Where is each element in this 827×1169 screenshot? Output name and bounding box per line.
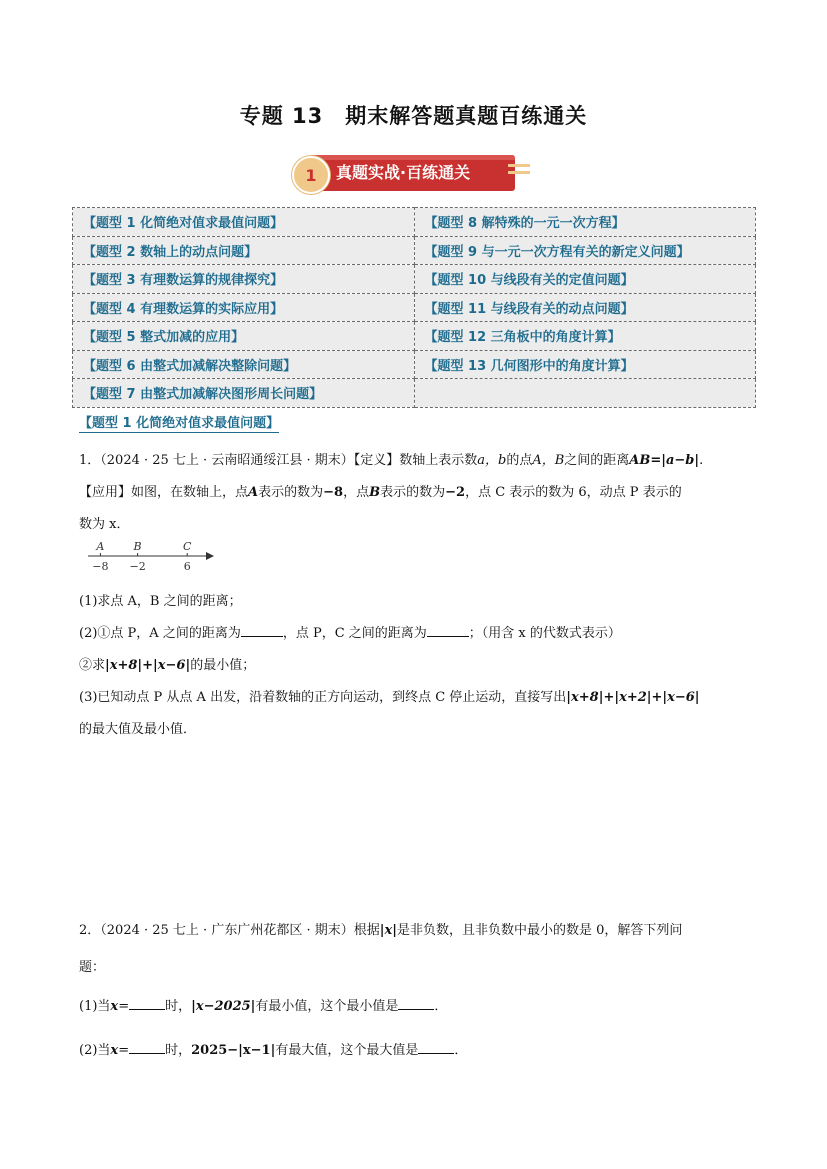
q1-text: . xyxy=(699,453,704,468)
axis-arrow-icon xyxy=(206,552,214,560)
q1-number: −8 xyxy=(323,485,344,500)
q1-text: 的点 xyxy=(506,453,533,468)
axis-tick-label: 6 xyxy=(183,560,191,573)
q1-formula: AB=|a−b| xyxy=(629,453,700,468)
axis-point-label: A xyxy=(96,540,105,553)
toc-row xyxy=(73,236,756,265)
section-heading[interactable]: 【题型 1 化简绝对值求最值问题】 xyxy=(79,412,279,433)
axis-point-label: B xyxy=(133,540,142,553)
q2-intro-end: 题： xyxy=(79,960,106,975)
q1-part2-sub2 xyxy=(79,654,255,673)
q2-var: x xyxy=(110,1043,119,1058)
q2-intro-line xyxy=(79,919,682,938)
answer-blank[interactable] xyxy=(398,997,434,1010)
toc-row xyxy=(73,350,756,379)
toc-link[interactable]: 【题型 12 三角板中的角度计算】 xyxy=(414,322,756,351)
q1-var: A xyxy=(248,485,259,500)
toc-row xyxy=(73,322,756,351)
q1-definition-line xyxy=(79,449,703,468)
toc-link[interactable]: 【题型 8 解特殊的一元一次方程】 xyxy=(414,208,756,237)
question-type-index xyxy=(72,207,756,408)
q2-text: (1)当 xyxy=(79,999,111,1014)
q1-text: (2)①点 P，A 之间的距离为 xyxy=(79,626,241,641)
section-banner xyxy=(292,152,532,194)
q2-text: 是非负数，且非负数中最小的数是 0，解答下列问 xyxy=(396,923,683,938)
q1-text: 表示的数为 xyxy=(380,485,446,500)
toc-link[interactable]: 【题型 13 几何图形中的角度计算】 xyxy=(414,350,756,379)
toc-row xyxy=(73,293,756,322)
q2-text: 有最大值，这个最大值是 xyxy=(275,1043,419,1058)
q1-number: −2 xyxy=(445,485,466,500)
banner-stripes-icon xyxy=(508,164,530,184)
q1-text: 表示的数为 xyxy=(258,485,324,500)
q1-text: 【应用】如图，在数轴上，点 xyxy=(79,485,249,500)
answer-blank[interactable] xyxy=(418,1041,454,1054)
answer-blank[interactable] xyxy=(241,624,283,637)
q2-var: x xyxy=(110,999,119,1014)
q1-text: ，点 P，C 之间的距离为 xyxy=(282,626,427,641)
q2-text: 时， xyxy=(165,1043,192,1058)
q2-formula: 2025−|x−1| xyxy=(191,1043,276,1058)
q1-text: 之间的距离 xyxy=(564,453,630,468)
q2-text: ． xyxy=(454,1043,468,1058)
toc-link[interactable]: 【题型 6 由整式加减解决整除问题】 xyxy=(73,350,415,379)
page-title: 专题 13 期末解答题真题百练通关 xyxy=(239,104,588,128)
q1-text: ，点 C 表示的数为 6，动点 P 表示的 xyxy=(465,485,682,500)
toc-empty-cell xyxy=(414,379,756,408)
toc-row xyxy=(73,208,756,237)
toc-link[interactable]: 【题型 10 与线段有关的定值问题】 xyxy=(414,265,756,294)
answer-blank[interactable] xyxy=(129,997,165,1010)
toc-row xyxy=(73,379,756,408)
axis-tick-label: −2 xyxy=(129,560,146,573)
toc-link[interactable]: 【题型 5 整式加减的应用】 xyxy=(73,322,415,351)
q2-formula: |x| xyxy=(379,923,397,938)
q2-text: 有最小值，这个最小值是 xyxy=(255,999,399,1014)
q2-text: = xyxy=(118,999,130,1014)
toc-link[interactable]: 【题型 2 数轴上的动点问题】 xyxy=(73,236,415,265)
answer-blank[interactable] xyxy=(427,624,469,637)
q1-formula: |x+8|+|x+2|+|x−6| xyxy=(566,690,700,705)
toc-link[interactable]: 【题型 1 化简绝对值求最值问题】 xyxy=(73,208,415,237)
toc-link[interactable]: 【题型 7 由整式加减解决图形周长问题】 xyxy=(73,379,415,408)
q2-text: (2)当 xyxy=(79,1043,111,1058)
q1-text: (3)已知动点 P 从点 A 出发，沿着数轴的正方向运动，到终点 C 停止运动，直接写出 xyxy=(79,690,567,705)
q1-variable-line: 数为 x． xyxy=(79,517,130,532)
q1-application-line xyxy=(79,481,682,500)
toc-link[interactable]: 【题型 3 有理数运算的规律探究】 xyxy=(73,265,415,294)
q2-part2 xyxy=(79,1039,467,1058)
toc-link[interactable]: 【题型 4 有理数运算的实际应用】 xyxy=(73,293,415,322)
q1-var: A，B xyxy=(532,453,565,468)
q1-text: 1．（2024 · 25 七上 · 云南昭通绥江县 · 期末）【定义】数轴上表示数 xyxy=(79,453,478,468)
q2-formula: |x−2025| xyxy=(191,999,256,1014)
q1-text: 的最小值； xyxy=(190,658,256,673)
q2-text: ． xyxy=(434,999,448,1014)
toc-link[interactable]: 【题型 11 与线段有关的动点问题】 xyxy=(414,293,756,322)
q1-var: a，b xyxy=(477,453,507,468)
q1-part3 xyxy=(79,686,700,705)
banner-number-badge: 1 xyxy=(292,156,330,194)
answer-blank[interactable] xyxy=(129,1041,165,1054)
axis-tick-label: −8 xyxy=(92,560,109,573)
toc-row xyxy=(73,265,756,294)
toc-link[interactable]: 【题型 9 与一元一次方程有关的新定义问题】 xyxy=(414,236,756,265)
q1-text: ②求 xyxy=(79,658,106,673)
q2-text: = xyxy=(118,1043,130,1058)
q2-part1 xyxy=(79,995,447,1014)
q1-part2 xyxy=(79,622,621,641)
q1-part1: (1)求点 A，B 之间的距离； xyxy=(79,594,242,609)
q1-var: B xyxy=(369,485,381,500)
axis-point-label: C xyxy=(182,540,192,553)
q1-part3-end: 的最大值及最小值． xyxy=(79,722,197,737)
q2-text: 2．（2024 · 25 七上 · 广东广州花都区 · 期末）根据 xyxy=(79,923,380,938)
q1-text: ；（用含 x 的代数式表示） xyxy=(468,626,621,641)
q1-formula: |x+8|+|x−6| xyxy=(105,658,191,673)
banner-text: 真题实战·百练通关 xyxy=(336,163,471,182)
q2-text: 时， xyxy=(165,999,192,1014)
q1-text: ，点 xyxy=(343,485,370,500)
number-line-figure xyxy=(88,540,218,574)
